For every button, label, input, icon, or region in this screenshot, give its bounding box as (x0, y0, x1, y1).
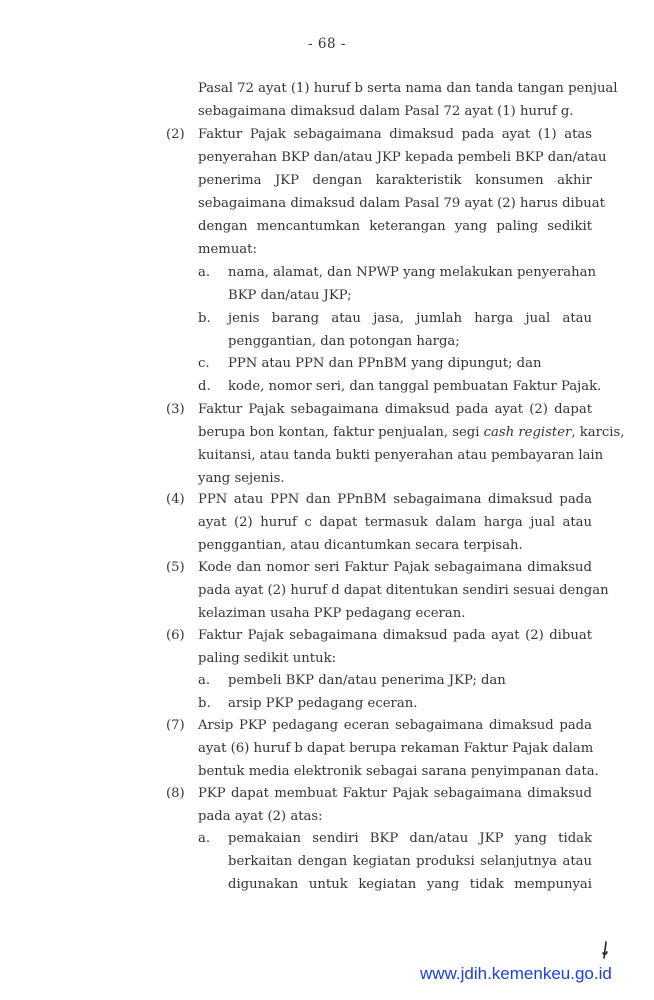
list-letter: a. (198, 673, 211, 688)
paragraph-line: Faktur Pajak sebagaimana dimaksud pada ayat (2) dapat (198, 402, 592, 417)
paragraph-number: (8) (166, 786, 185, 801)
intro-line: Pasal 72 ayat (1) huruf b serta nama dan tanda tangan penjual (198, 81, 618, 96)
paragraph-line: kelaziman usaha PKP pedagang eceran. (198, 606, 466, 621)
italic-term: cash register (483, 425, 572, 440)
list-letter: d. (198, 379, 211, 394)
paragraph-line: Faktur Pajak sebagaimana dimaksud pada ayat (1) atas (198, 127, 592, 142)
list-letter: b. (198, 696, 211, 711)
paragraph-line: pada ayat (2) atas: (198, 809, 323, 824)
list-item-line: pembeli BKP dan/atau penerima JKP; dan (228, 673, 506, 688)
paragraph-line: PKP dapat membuat Faktur Pajak sebagaimana dimaksud (198, 786, 592, 801)
list-item-line: arsip PKP pedagang eceran. (228, 696, 418, 711)
paragraph-line: penyerahan BKP dan/atau JKP kepada pembeli BKP dan/atau (198, 150, 607, 165)
intro-line: sebagaimana dimaksud dalam Pasal 72 ayat (1) huruf g. (198, 104, 574, 119)
paragraph-number: (3) (166, 402, 185, 417)
paragraph-line-text: berupa bon kontan, faktur penjualan, segi (198, 425, 480, 440)
footer-url[interactable] (420, 964, 612, 984)
paragraph-line (198, 423, 625, 443)
paragraph-line: kuitansi, atau tanda bukti penyerahan atau pembayaran lain (198, 448, 604, 463)
paragraph-line: dengan mencantumkan keterangan yang paling sedikit (198, 219, 592, 234)
paragraph-line: memuat: (198, 242, 257, 257)
list-item-line: PPN atau PPN dan PPnBM yang dipungut; dan (228, 356, 542, 371)
paragraph-line: Kode dan nomor seri Faktur Pajak sebagaimana dimaksud (198, 560, 592, 575)
paragraph-line: sebagaimana dimaksud dalam Pasal 79 ayat (2) harus dibuat (198, 196, 605, 211)
paragraph-line: pada ayat (2) huruf d dapat ditentukan sendiri sesuai dengan (198, 583, 609, 598)
initial-signature-mark (600, 941, 610, 961)
paragraph-number: (4) (166, 492, 185, 507)
paragraph-line: penerima JKP dengan karakteristik konsumen akhir (198, 173, 592, 188)
paragraph-line-text: , karcis, (571, 425, 625, 440)
list-item-line: jenis barang atau jasa, jumlah harga jual atau (228, 311, 592, 326)
list-item-line: penggantian, dan potongan harga; (228, 334, 460, 349)
paragraph-line: PPN atau PPN dan PPnBM sebagaimana dimaksud pada (198, 492, 592, 507)
list-letter: b. (198, 311, 211, 326)
paragraph-number: (5) (166, 560, 185, 575)
list-item-line: nama, alamat, dan NPWP yang melakukan penyerahan (228, 265, 596, 280)
paragraph-line: ayat (2) huruf c dapat termasuk dalam harga jual atau (198, 515, 592, 530)
list-item-line: digunakan untuk kegiatan yang tidak mempunyai (228, 877, 592, 892)
paragraph-line: ayat (6) huruf b dapat berupa rekaman Faktur Pajak dalam (198, 741, 594, 756)
paragraph-number: (6) (166, 628, 185, 643)
paragraph-line: Arsip PKP pedagang eceran sebagaimana dimaksud pada (198, 718, 592, 733)
paragraph-number: (2) (166, 127, 185, 142)
paragraph-line: penggantian, atau dicantumkan secara terpisah. (198, 538, 523, 553)
list-letter: c. (198, 356, 210, 371)
list-item-line: BKP dan/atau JKP; (228, 288, 352, 303)
list-letter: a. (198, 265, 211, 280)
paragraph-line: bentuk media elektronik sebagai sarana penyimpanan data. (198, 764, 599, 779)
list-letter: a. (198, 831, 211, 846)
list-item-line: berkaitan dengan kegiatan produksi selanjutnya atau (228, 854, 592, 869)
page-number: - 68 - (308, 36, 346, 52)
paragraph-line: Faktur Pajak sebagaimana dimaksud pada ayat (2) dibuat (198, 628, 592, 643)
paragraph-line: paling sedikit untuk: (198, 651, 337, 666)
paragraph-line: yang sejenis. (198, 471, 285, 486)
list-item-line: pemakaian sendiri BKP dan/atau JKP yang tidak (228, 831, 592, 846)
footer-link[interactable]: www.jdih.kemenkeu.go.id (420, 964, 612, 983)
paragraph-number: (7) (166, 718, 185, 733)
list-item-line: kode, nomor seri, dan tanggal pembuatan Faktur Pajak. (228, 379, 602, 394)
